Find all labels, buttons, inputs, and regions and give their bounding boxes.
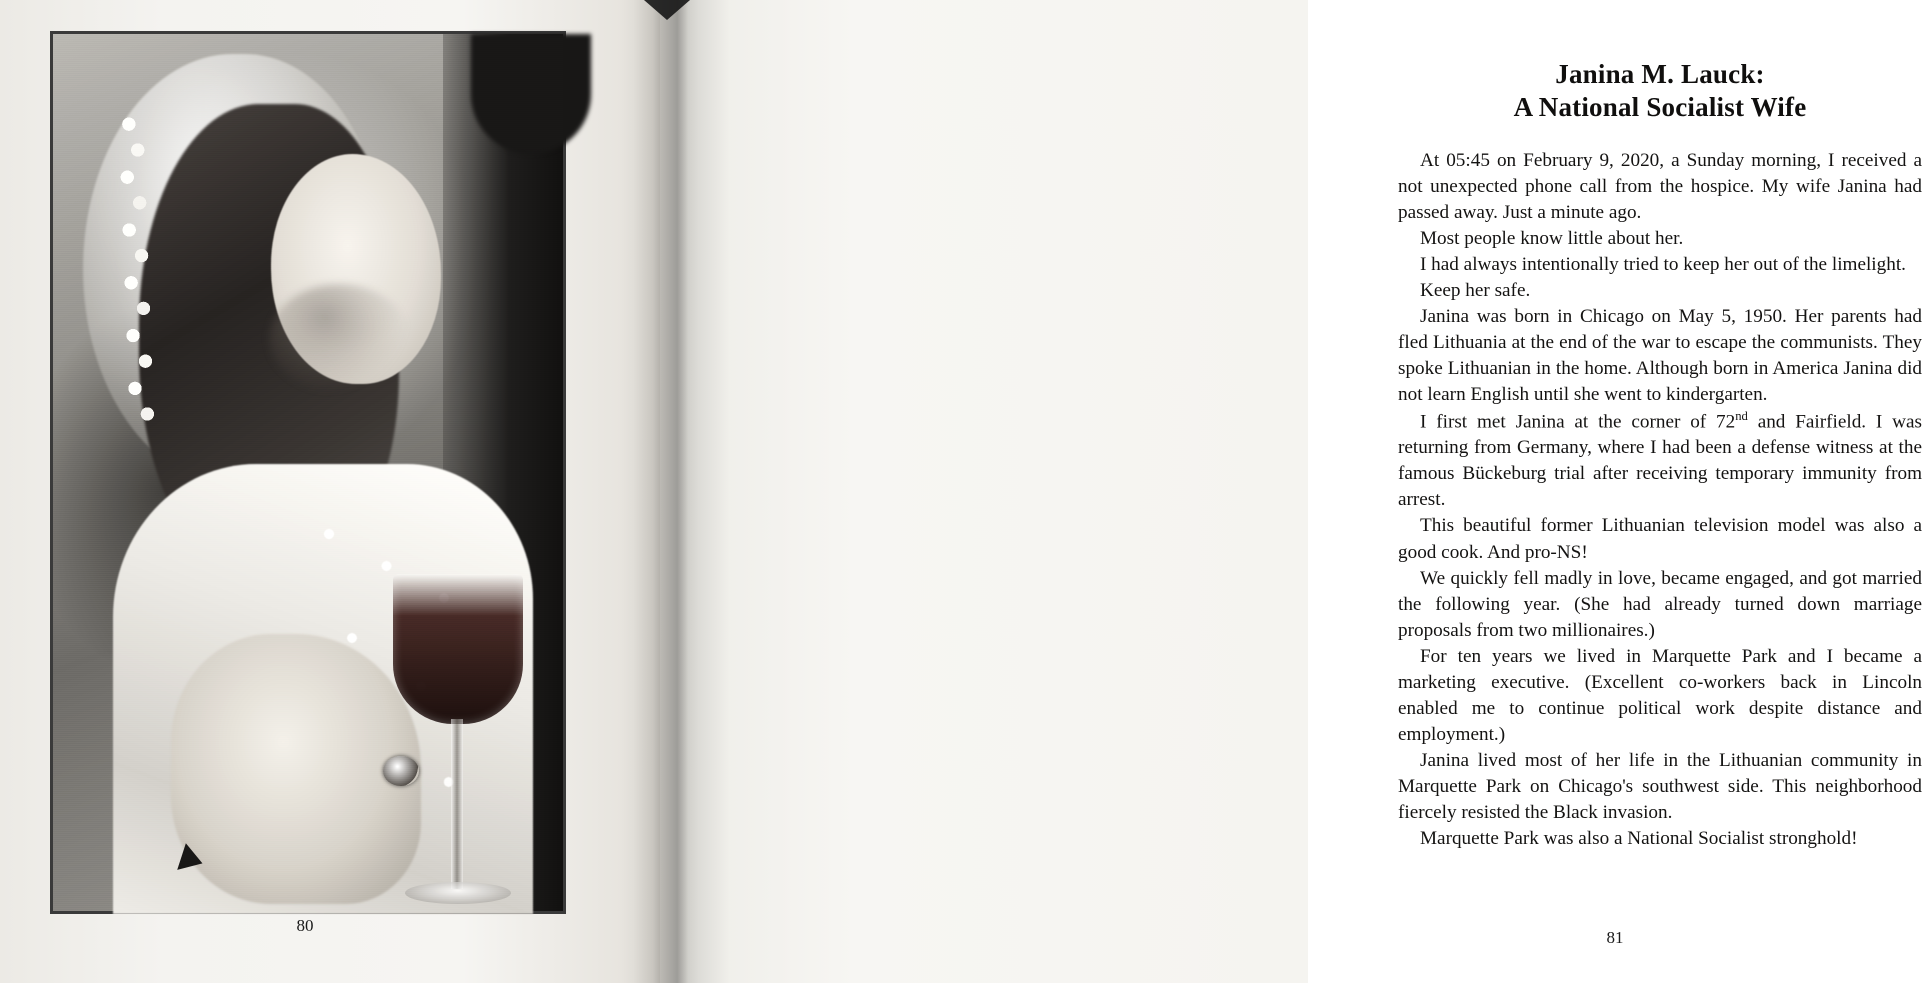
paragraph-text-after-superscript: and Fairfield. I was returning from Germany, where I had been a defense witness at the famous Bückeburg trial after receiving temporary immunity from arrest. xyxy=(1398,411,1922,511)
paragraph: At 05:45 on February 9, 2020, a Sunday morning, I received a not unexpected phone call from the hospice. My wife Janina had passed away. Just a minute ago. xyxy=(1398,149,1922,223)
ordinal-superscript: nd xyxy=(1735,409,1748,424)
article-text-column xyxy=(1398,58,1922,852)
paragraph: Marquette Park was also a National Socialist stronghold! xyxy=(1420,827,1858,849)
page-number-left: 80 xyxy=(296,916,314,935)
paragraph: Keep her safe. xyxy=(1420,279,1531,301)
article-title-line-1: Janina M. Lauck: xyxy=(1555,59,1765,89)
paragraph: Janina lived most of her life in the Lithuanian community in Marquette Park on Chicago's southwest side. This neighborhood fiercely resisted the Black invasion. xyxy=(1398,749,1922,823)
paragraph-with-superscript xyxy=(1398,408,1922,513)
paragraph: This beautiful former Lithuanian television model was also a good cook. And pro-NS! xyxy=(1398,515,1922,563)
page-right xyxy=(660,0,1922,983)
photo-grain-overlay xyxy=(53,34,563,911)
photo-image xyxy=(53,34,563,911)
paragraph: For ten years we lived in Marquette Park and I became a marketing executive. (Excellent co-workers back in Lincoln enabled me to continue political work despite distance and employment.) xyxy=(1398,645,1922,745)
paragraph-text-before-superscript: I first met Janina at the corner of 72 xyxy=(1420,411,1736,433)
wedding-photograph xyxy=(50,31,566,914)
paragraph: I had always intentionally tried to keep her out of the limelight. xyxy=(1420,253,1906,275)
article-title-line-2: A National Socialist Wife xyxy=(1513,91,1807,122)
paragraph: Janina was born in Chicago on May 5, 1950. Her parents had fled Lithuania at the end of the war to escape the communists. They spoke Lithuanian in the home. Although born in America Janina did not learn English until she went to kindergarten. xyxy=(1398,305,1922,406)
page-left xyxy=(0,0,660,983)
paragraph: We quickly fell madly in love, became engaged, and got married the following year. (She had already turned down marriage proposals from two millionaires.) xyxy=(1398,567,1922,641)
paragraph: Most people know little about her. xyxy=(1420,227,1684,249)
article-title xyxy=(1398,58,1922,124)
page-number-right: 81 xyxy=(1606,928,1624,947)
